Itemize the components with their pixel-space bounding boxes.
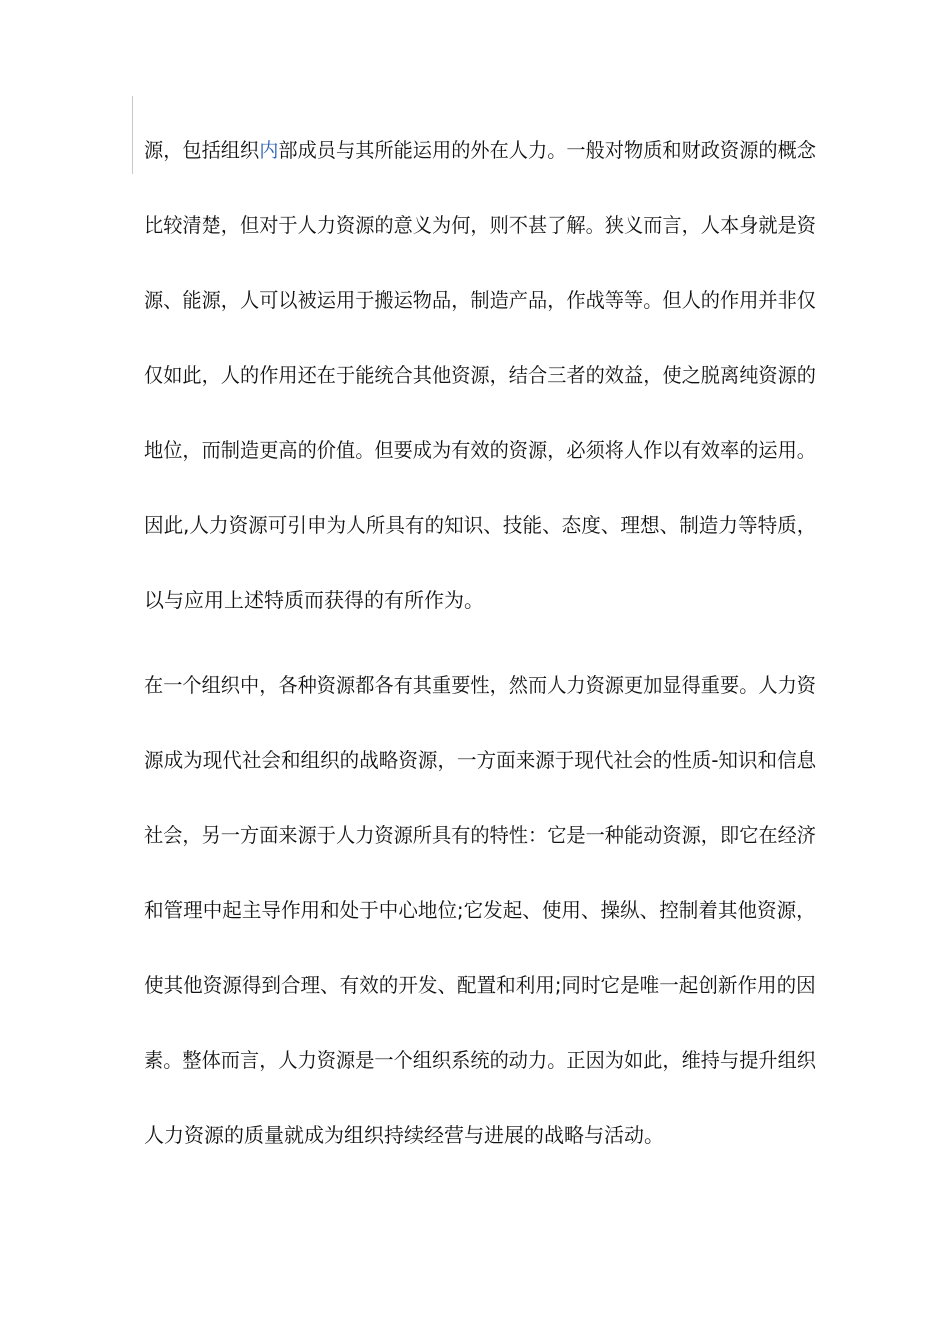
margin-change-bar <box>132 96 133 174</box>
paragraph-2 <box>144 648 816 1173</box>
paragraph-2-line-2: 源成为现代社会和组织的战略资源，一方面来源于现代社会的性质-知识和信息 <box>144 748 817 772</box>
paragraph-2-line-1: 在一个组织中，各种资源都各有其重要性，然而人力资源更加显得重要。人力资 <box>144 673 816 697</box>
paragraph-2-line-5: 使其他资源得到合理、有效的开发、配置和利用;同时它是唯一起创新作用的因 <box>144 973 816 997</box>
paragraph-2-line-7: 人力资源的质量就成为组织持续经营与进展的战略与活动。 <box>144 1123 664 1147</box>
paragraph-1-line-2: 比较清楚，但对于人力资源的意义为何，则不甚了解。狭义而言，人本身就是资 <box>144 213 816 237</box>
paragraph-1-line-4: 仅如此，人的作用还在于能统合其他资源，结合三者的效益，使之脱离纯资源的 <box>144 363 816 387</box>
paragraph-2-line-4: 和管理中起主导作用和处于中心地位;它发起、使用、操纵、控制着其他资源， <box>144 898 816 922</box>
paragraph-2-line-3: 社会，另一方面来源于人力资源所具有的特性：它是一种能动资源，即它在经济 <box>144 823 816 847</box>
paragraph-1 <box>144 113 816 638</box>
paragraph-1-line-5: 地位，而制造更高的价值。但要成为有效的资源，必须将人作以有效率的运用。 <box>144 438 816 462</box>
paragraph-1-line-1: 源，包括组织内部成员与其所能运用的外在人力。一般对物质和财政资源的概念 <box>144 138 816 162</box>
paragraph-1-line-7: 以与应用上述特质而获得的有所作为。 <box>144 588 484 612</box>
paragraph-1-line-3: 源、能源，人可以被运用于搬运物品，制造产品，作战等等。但人的作用并非仅 <box>144 288 816 312</box>
highlighted-character: 内 <box>259 138 279 162</box>
paragraph-1-line-6: 因此,人力资源可引申为人所具有的知识、技能、态度、理想、制造力等特质， <box>144 513 817 537</box>
paragraph-2-line-6: 素。整体而言，人力资源是一个组织系统的动力。正因为如此，维持与提升组织 <box>144 1048 816 1072</box>
